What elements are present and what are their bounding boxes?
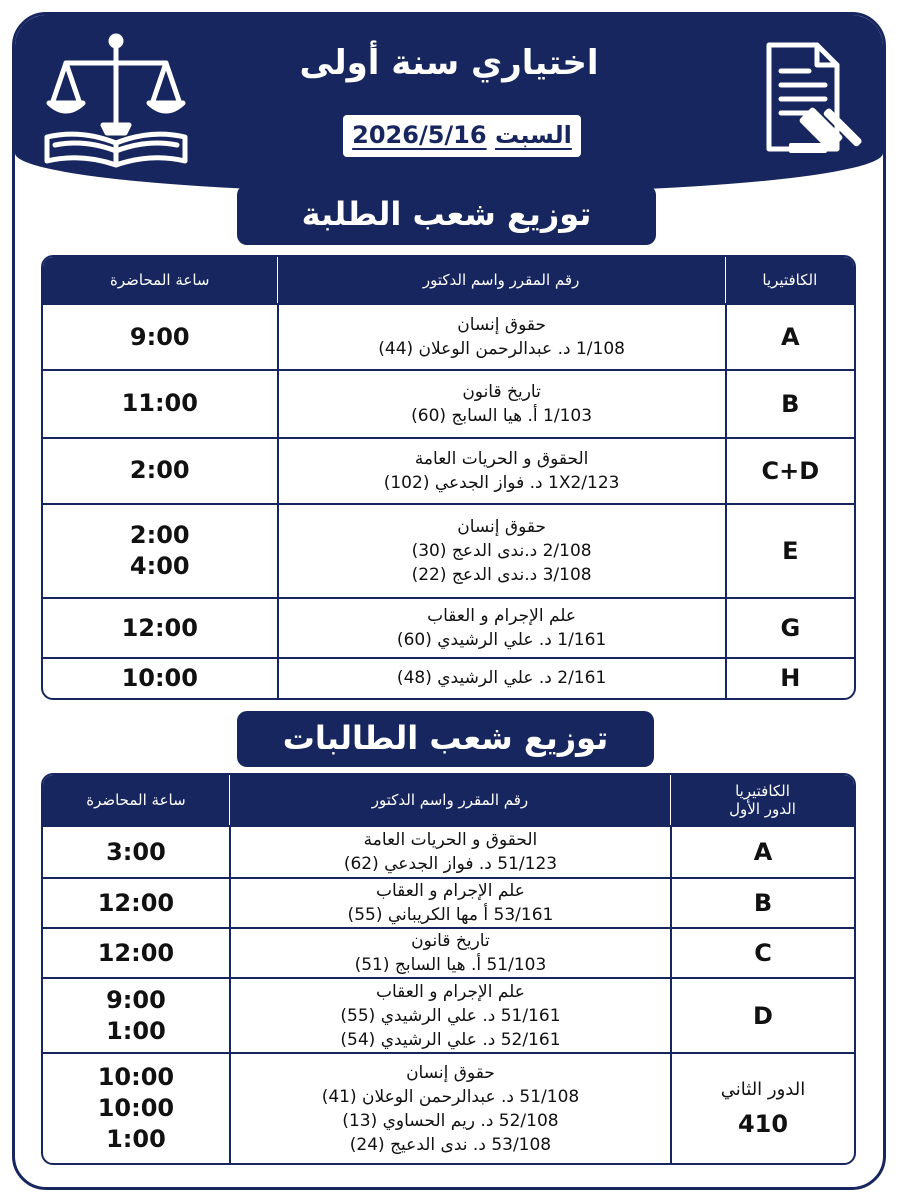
section-instructor: 1/108 د. عبدالرحمن الوعلان (44): [378, 339, 625, 360]
cafeteria-cell: [725, 437, 854, 503]
male-section-title: توزيع شعب الطلبة: [237, 185, 656, 245]
lecture-time: 11:00: [121, 389, 198, 418]
cafeteria-cell: [725, 369, 854, 436]
course-name: حقوق إنسان: [457, 315, 546, 336]
time-cell: [43, 303, 277, 369]
cafeteria-room: 410: [737, 1110, 789, 1138]
cafeteria-cell: [670, 1052, 854, 1163]
time-cell: [43, 437, 277, 503]
cafeteria-label: H: [780, 664, 801, 693]
course-cell: [229, 927, 670, 977]
time-cell: [43, 503, 277, 597]
section-instructor: 52/108 د. ريم الحساوي (13): [342, 1110, 559, 1131]
cafeteria-label: G: [780, 614, 801, 643]
section-instructor: 1/103 أ. هيا السابج (60): [411, 405, 593, 426]
section-instructor: 51/123 د. فواز الجدعي (62): [343, 854, 558, 874]
section-instructor: 53/161 أ مها الكريباني (55): [347, 905, 554, 925]
section-instructor: 1/161 د. علي الرشيدي (60): [396, 630, 607, 651]
section-instructor: 2/161 د. علي الرشيدي (48): [396, 668, 607, 689]
course-cell: [277, 303, 725, 369]
table-row: [43, 927, 854, 977]
lecture-time: 1:00: [106, 1125, 166, 1153]
cafeteria-cell: [670, 977, 854, 1052]
table-row: [43, 977, 854, 1052]
date-value: 2026/5/16: [352, 121, 487, 149]
time-cell: [43, 877, 229, 927]
header-course: رقم المقرر واسم الدكتور: [229, 775, 670, 825]
lecture-time: 10:00: [97, 1063, 175, 1091]
cafeteria-cell: [725, 597, 854, 656]
cafeteria-label: A: [753, 838, 773, 866]
date-box: [343, 115, 581, 157]
cafeteria-label: C+D: [761, 456, 820, 485]
header-cafeteria-label: الكافتيريا: [735, 782, 790, 800]
lecture-time: 10:00: [121, 663, 198, 692]
course-cell: [229, 877, 670, 927]
lecture-time: 9:00: [129, 322, 190, 351]
day-label: السبت: [494, 121, 572, 149]
course-name: علم الإجرام و العقاب: [427, 606, 577, 627]
course-name: علم الإجرام و العقاب: [375, 981, 525, 1002]
table-row: [43, 369, 854, 436]
header-cafeteria: الكافتيريا: [725, 257, 854, 303]
header-banner: [15, 15, 883, 193]
lecture-time: 4:00: [129, 552, 190, 581]
table-row: [43, 303, 854, 369]
section-instructor: 1X2/123 د. فواز الجدعي (102): [383, 472, 620, 493]
lecture-time: 2:00: [129, 521, 190, 550]
lecture-time: 12:00: [97, 938, 175, 967]
cafeteria-cell: [725, 503, 854, 597]
course-cell: [229, 1052, 670, 1163]
cafeteria-label: الدور الثاني: [720, 1079, 806, 1100]
table-row: [43, 1052, 854, 1163]
male-schedule-table: [41, 255, 856, 700]
course-name: الحقوق و الحريات العامة: [363, 830, 538, 850]
course-name: تاريخ قانون: [462, 381, 541, 402]
section-instructor: 51/161 د. علي الرشيدي (55): [340, 1005, 561, 1026]
section-instructor: 51/103 أ. هيا السابج (51): [354, 955, 547, 975]
cafeteria-label: A: [781, 323, 800, 352]
lecture-time: 12:00: [121, 613, 198, 642]
time-cell: [43, 657, 277, 698]
header-cafeteria-floor: الدور الأول: [729, 800, 796, 818]
section-instructor: 51/108 د. عبدالرحمن الوعلان (41): [321, 1086, 580, 1107]
cafeteria-cell: [725, 303, 854, 369]
course-cell: [277, 369, 725, 436]
female-schedule-table: [41, 773, 856, 1165]
time-cell: [43, 977, 229, 1052]
course-name: الحقوق و الحريات العامة: [414, 448, 589, 469]
time-cell: [43, 825, 229, 877]
cafeteria-cell: [670, 877, 854, 927]
course-cell: [277, 657, 725, 698]
course-name: تاريخ قانون: [411, 931, 490, 951]
section-instructor: 53/108 د. ندى الدعيج (24): [349, 1134, 552, 1155]
time-cell: [43, 597, 277, 656]
lecture-time: 12:00: [97, 888, 175, 917]
course-name: حقوق إنسان: [457, 517, 546, 538]
cafeteria-cell: [725, 657, 854, 698]
course-cell: [277, 503, 725, 597]
section-instructor: 52/161 د. علي الرشيدي (54): [340, 1029, 561, 1050]
cafeteria-label: E: [782, 537, 799, 566]
table-row: [43, 597, 854, 656]
table-row: [43, 877, 854, 927]
header-time: ساعة المحاضرة: [43, 257, 277, 303]
lecture-time: 2:00: [129, 456, 190, 485]
section-instructor: 3/108 د.ندى الدعج (22): [411, 565, 592, 586]
table-row: [43, 825, 854, 877]
time-cell: [43, 927, 229, 977]
cafeteria-cell: [670, 825, 854, 877]
course-cell: [277, 437, 725, 503]
cafeteria-cell: [670, 927, 854, 977]
section-instructor: 2/108 د.ندى الدعج (30): [411, 541, 592, 562]
lecture-time: 10:00: [97, 1094, 175, 1122]
course-cell: [229, 977, 670, 1052]
female-section-title: توزيع شعب الطالبات: [237, 711, 654, 767]
table-row: [43, 657, 854, 698]
cafeteria-label: B: [781, 389, 800, 418]
header-cafeteria: [670, 775, 854, 825]
table-row: [43, 437, 854, 503]
lecture-time: 1:00: [106, 1016, 166, 1045]
course-name: حقوق إنسان: [406, 1062, 495, 1083]
course-cell: [277, 597, 725, 656]
lecture-time: 3:00: [106, 837, 166, 866]
table-row: [43, 503, 854, 597]
cafeteria-label: B: [753, 889, 773, 917]
cafeteria-label: D: [753, 1001, 773, 1030]
course-cell: [229, 825, 670, 877]
header-course: رقم المقرر واسم الدكتور: [277, 257, 725, 303]
time-cell: [43, 369, 277, 436]
course-name: علم الإجرام و العقاب: [375, 881, 525, 901]
cafeteria-label: C: [754, 939, 772, 967]
time-cell: [43, 1052, 229, 1163]
header-time: ساعة المحاضرة: [43, 775, 229, 825]
page-title: اختياري سنة أولى: [299, 43, 599, 83]
lecture-time: 9:00: [106, 985, 166, 1014]
